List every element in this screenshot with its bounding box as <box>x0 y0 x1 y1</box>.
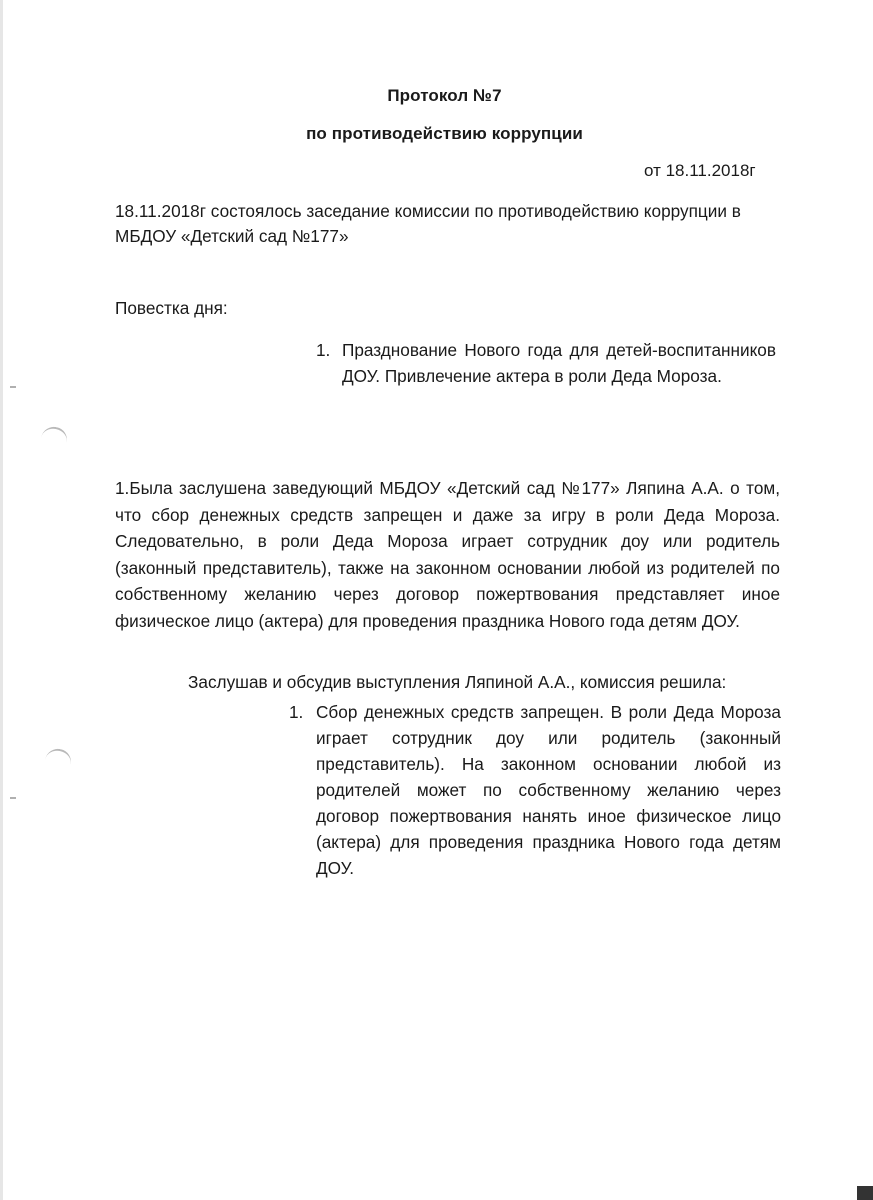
intro-paragraph: 18.11.2018г состоялось заседание комиссии по противодействию коррупции в МБДОУ «Детский сад №177» <box>115 201 741 246</box>
document-subtitle: по противодействию коррупции <box>306 124 583 143</box>
resolution-heading: Заслушав и обсудив выступления Ляпиной А.А., комиссия решила: <box>188 672 727 692</box>
list-item-number: 1. <box>289 702 304 722</box>
document-date: от 18.11.2018г <box>644 161 756 180</box>
discussion-paragraph: 1.Была заслушена заведующий МБДОУ «Детский сад №177» Ляпина А.А. о том, что сбор денежных средств запрещен и даже за игру в роли Деда Мороза. Следовательно, в роли Деда Мороза играет сотрудник доу или родитель (законный представитель), также на законном основании любой из родителей по собственному желанию через договор пожертвования представляет иное физическое лицо (актера) для проведения праздника Нового года детям ДОУ. <box>115 478 780 631</box>
agenda-list <box>316 337 776 389</box>
scan-edge <box>0 0 3 1200</box>
list-item <box>316 337 776 389</box>
punch-hole-mark <box>45 746 74 767</box>
scan-corner-mark <box>857 1186 873 1200</box>
punch-hole-mark <box>41 424 70 445</box>
list-item-text: Сбор денежных средств запрещен. В роли Деда Мороза играет сотрудник доу или родитель (законный представитель). На законном основании любой из родителей может по собственному желанию через договор пожертвования нанять иное физическое лицо (актера) для проведения праздника Нового года детям ДОУ. <box>316 702 781 878</box>
list-item-text: Празднование Нового года для детей-воспитанников ДОУ. Привлечение актера в роли Деда Мороза. <box>342 340 776 386</box>
scan-mark <box>10 797 16 799</box>
document-title: Протокол №7 <box>387 86 502 105</box>
list-item-number: 1. <box>316 340 331 360</box>
resolution-list <box>289 699 781 881</box>
scan-mark <box>10 386 16 388</box>
list-item <box>289 699 781 881</box>
agenda-label: Повестка дня: <box>115 298 228 318</box>
